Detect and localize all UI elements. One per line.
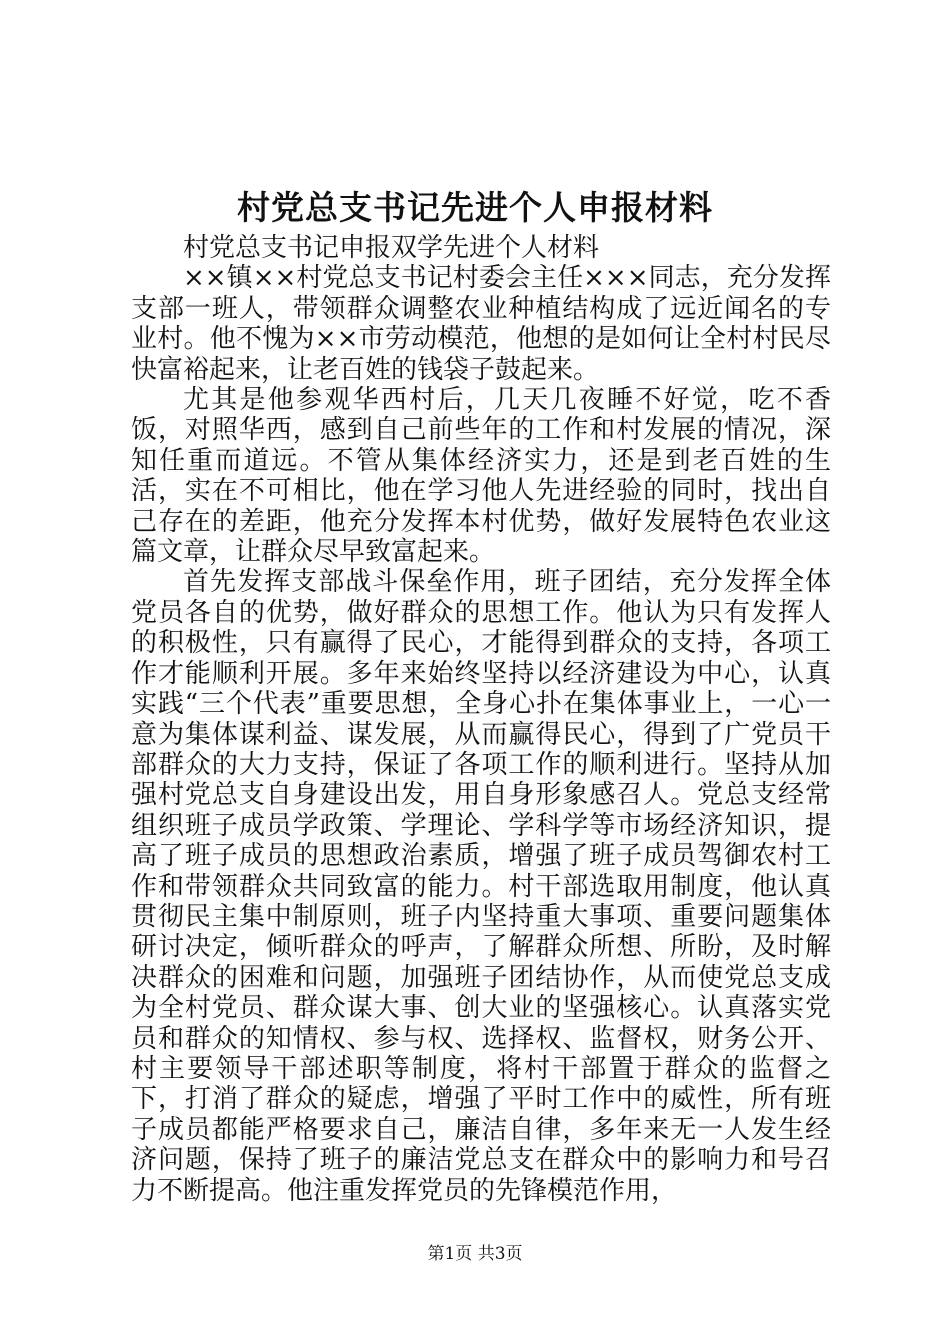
page-number: 第1页 共3页 (427, 1244, 523, 1264)
paragraph: 首先发挥支部战斗保垒作用，班子团结，充分发挥全体党员各自的优势，做好群众的思想工作。他认为只有发挥人的积极性，只有赢得了民心，才能得到群众的支持，各项工作才能顺利开展。多年来始终坚持以经济建设为中心，认真实践“三个代表”重要思想，全身心扑在集体事业上，一心一意为集体谋利益、谋发展，从而赢得民心，得到了广党员干部群众的大力支持，保证了各项工作的顺利进行。坚持从加强村党总支自身建设出发，用自身形象感召人。党总支经常组织班子成员学政策、学理论、学科学等市场经济知识，提高了班子成员的思想政治素质，增强了班子成员驾御农村工作和带领群众共同致富的能力。村干部选取用制度，他认真贯彻民主集中制原则，班子内坚持重大事项、重要问题集体研讨决定，倾听群众的呼声，了解群众所想、所盼，及时解决群众的困难和问题，加强班子团结协作，从而使党总支成为全村党员、群众谋大事、创大业的坚强核心。认真落实党员和群众的知情权、参与权、选择权、监督权，财务公开、村主要领导干部述职等制度，将村干部置于群众的监督之下，打消了群众的疑虑，增强了平时工作中的威性，所有班子成员都能严格要求自己，廉洁自律，多年来无一人发生经济问题，保持了班子的廉洁党总支在群众中的影响力和号召力不断提高。他注重发挥党员的先锋模范作用， (131, 567, 831, 1206)
paragraph-subtitle: 村党总支书记申报双学先进个人材料 (183, 233, 600, 263)
document-title: 村党总支书记先进个人申报材料 (237, 188, 713, 227)
document-body (131, 233, 831, 1206)
paragraph: ××镇××村党总支书记村委会主任×××同志，充分发挥支部一班人，带领群众调整农业种植结构成了远近闻名的专业村。他不愧为××市劳动模范，他想的是如何让全村村民尽快富裕起来，让老百姓的钱袋子鼓起来。 (131, 263, 831, 385)
paragraph: 尤其是他参观华西村后，几天几夜睡不好觉，吃不香饭，对照华西，感到自己前些年的工作和村发展的情况，深知任重而道远。不管从集体经济实力，还是到老百姓的生活，实在不可相比，他在学习他人先进经验的同时，找出自己存在的差距，他充分发挥本村优势，做好发展特色农业这篇文章，让群众尽早致富起来。 (131, 385, 831, 568)
